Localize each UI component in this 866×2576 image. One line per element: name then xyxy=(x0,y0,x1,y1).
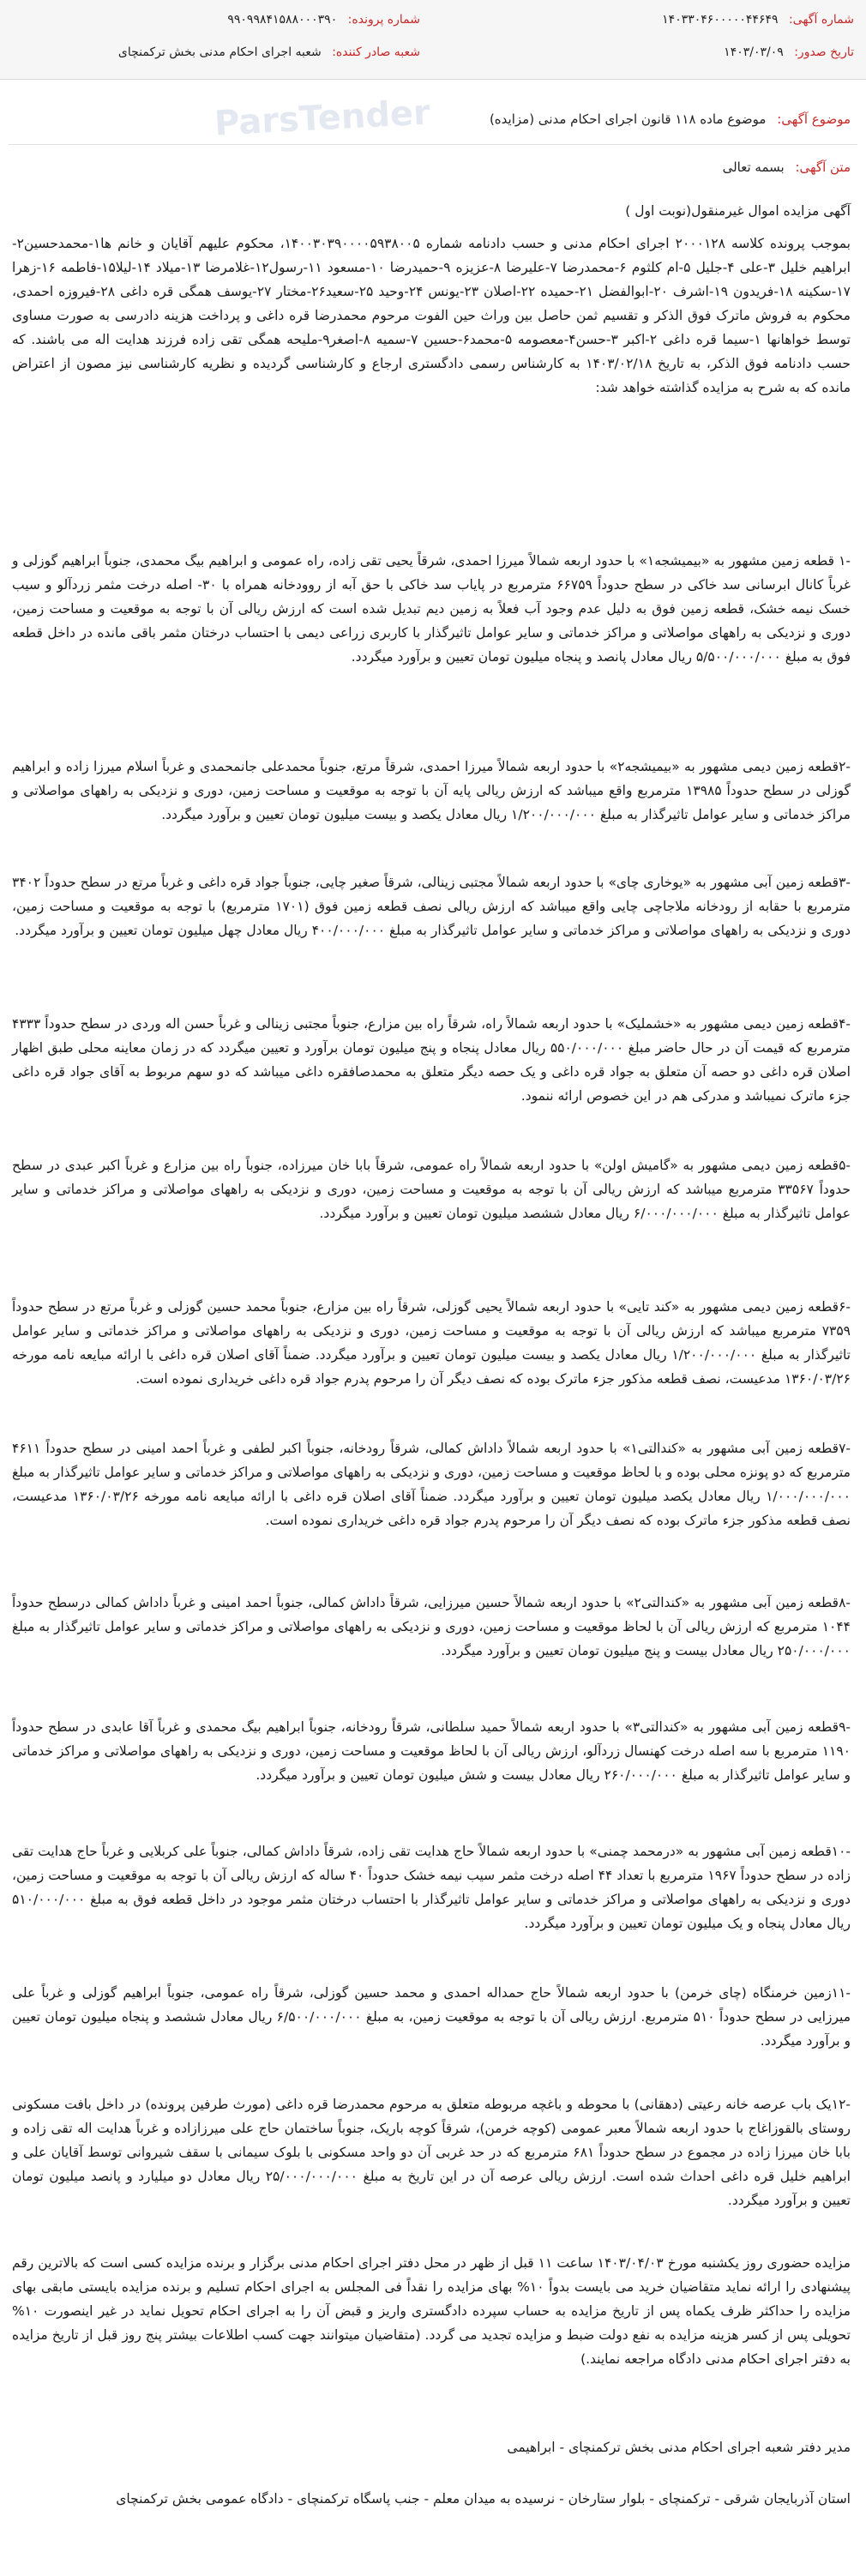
intro-paragraph: بموجب پرونده کلاسه ۲۰۰۰۱۲۸ اجرای احکام مدنی و حسب دادنامه شماره ۱۴۰۰۳۰۳۹۰۰۰۰۵۹۳۸۰۰۵، محکوم علیهم آقایان و خانم ها۱-محمدحسین۲-ابراهیم خلیل ۳-علی ۴-جلیل ۵-ام کلثوم ۶-محمدرضا ۷-علیرضا ۸-عزیزه ۹-حمیدرضا ۱۰-مسعود ۱۱-رسول۱۲-غلامرضا ۱۳-میلاد ۱۴-لیلا۱۵-فاطمه ۱۶-زهرا ۱۷-سکینه ۱۸-فریدون ۱۹-اشرف ۲۰-ابوالفضل ۲۱-حمیده ۲۲-اصلان ۲۳-یونس ۲۴-وحید ۲۵-سعید۲۶-مختار ۲۷-یوسف همگی قره داغی ۲۸-فیروزه احمدی، محکوم به فروش ماترک فوق الذکر و تقسیم ثمن حاصل بین وراث حین الفوت مرحوم محمدرضا قره داغی و پرداخت هزینه دادرسی به صورت مساوی توسط خواهانها ۱-سیما قره داغی ۲-اکبر ۳-حسن۴-معصومه ۵-محمد۶-حسین ۷-سمیه ۸-اصغر۹-ملیحه همگی تقی زاده فرزند هدایت اله می باشند. که حسب دادنامه فوق الذکر، به تاریخ ۱۴۰۳/۰۲/۱۸ به کارشناس رسمی دادگستری ارجاع و کارشناسی گردیده و نظریه کارشناسی نیز مصون از اعتراض مانده که به شرح به مزایده گذاشته خواهد شد: xyxy=(12,236,851,395)
item-3-paragraph: -۳قطعه زمین آبی مشهور به «یوخاری چای» با حدود اربعه شمالاً مجتبی زینالی، شرقاً صغیر چایی، جنوباً جواد قره داغی و غرباً مرتع در سطح حدوداً ۳۴۰۲ مترمربع با حقابه از رودخانه ملاجاچی چایی واقع میباشد که ارزش ریالی نصف قطعه زمین فوق (۱۷۰۱ مترمربع) با توجه به موقعیت و مساحت زمین، دوری و نزدیکی به راههای مواصلاتی و مراکز خدماتی و سایر عوامل تاثیرگذار به مبلغ ۴۰۰/۰۰۰/۰۰۰ ریال معادل چهل میلیون تومان تعیین و برآورد میگردد. xyxy=(12,875,851,938)
ad-number-row xyxy=(662,9,854,31)
item-10-paragraph: -۱۰قطعه زمین آبی مشهور به «درمحمد چمنی» با حدود اربعه شمالاً حاج هدایت تقی زاده، شرقاً داداش کمالی، جنوباً علی کربلایی و غرباً حاج هدایت تقی زاده در سطح حدوداً ۱۹۶۷ مترمربع با تعداد ۴۴ اصله درخت مثمر سیب نیمه خشک حدوداً ۴۰ ساله که ارزش ریالی آن با توجه به موقعیت و مساحت زمین، دوری و نزدیکی به راههای مواصلاتی و مراکز خدماتی و سایر عوامل تاثیرگذار با احتساب درختان مثمر موجود در داخل قطعه فوق به مبلغ ۵۱۰/۰۰۰/۰۰۰ ریال معادل پنجاه و یک میلیون تومان تعیین و برآورد میگردد. xyxy=(12,1844,851,1931)
issuing-branch: شعبه اجرای احکام مدنی بخش ترکمنچای xyxy=(117,45,322,59)
item-12-paragraph: -۱۲یک باب عرصه خانه رعیتی (دهقانی) با محوطه و باغچه مربوطه متعلق به مرحوم محمدرضا قره داغی (مورث طرفین پرونده) در داخل بافت مسکونی روستای بالقوزاغاج با حدود اربعه شمالاً معبر عمومی (کوچه خرمن)، شرقاً کوچه باریک، جنوباً ساختمان حاج علی میرزازاده و غرباً هدایت اله تقی زاده و بابا خان میرزا زاده در مجموع در سطح حدوداً ۶۸۱ مترمربع که در حد غربی آن دو واحد مسکونی با بلوک سیمانی با سقف شیروانی توسط آقایان علی و ابراهیم خلیل قره داغی احداث شده است. ارزش ریالی عرصه آن در این تاریخ به مبلغ ۲۵/۰۰۰/۰۰۰/۰۰۰ ریال معادل دو میلیارد و پانصد میلیون تومان تعیین و برآورد میگردد. xyxy=(12,2097,851,2208)
case-number: ۹۹۰۹۹۸۴۱۵۸۸۰۰۰۳۹۰ xyxy=(227,13,338,27)
issuing-branch-row xyxy=(118,41,420,63)
signature-line: مدیر دفتر شعبه اجرای احکام مدنی بخش ترکمنچای - ابراهیمی xyxy=(507,2440,851,2455)
item-7-paragraph: -۷قطعه زمین آبی مشهور به «کندالتی۱» با حدود اربعه شمالاً داداش کمالی، شرقاً رودخانه، جنوباً اکبر لطفی و غرباً احمد امینی در سطح حدوداً ۴۶۱۱ مترمربع که دو پونزه محلی بوده و با لحاظ موقعیت و مساحت زمین، دوری و نزدیکی به راههای مواصلاتی و مراکز خدماتی و سایر عوامل تاثیرگذار به مبلغ ۱/۰۰۰/۰۰۰/۰۰۰ ریال معادل یکصد میلیون تومان تعیین و برآورد میگردد. ضمناً آقای اصلان قره داغی با ارائه مبایعه نامه مورخه ۱۳۶۰/۰۳/۲۶ مدعیست، نصف قطعه مذکور جزء ماترک بوده که نصف دیگر آن را مرحوم پدرم جواد قره داغی خریداری نموده است. xyxy=(12,1441,851,1528)
item-11-paragraph: -۱۱زمین خرمنگاه (چای خرمن) با حدود اربعه شمالاً حاج حمداله احمدی و محمد حسین گوزلی، شرقاً راه عمومی، جنوباً ابراهیم گوزلی و غرباً علی میرزایی در سطح حدوداً ۵۱۰ مترمربع. ارزش ریالی آن با توجه به موقعیت زمین، به مبلغ ۶/۵۰۰/۰۰۰/۰۰۰ ریال معادل ششصد و پنجاه میلیون تومان تعیین و برآورد میگردد. xyxy=(12,1985,851,2049)
item-2-paragraph: -۲قطعه زمین دیمی مشهور به «بیمیشجه۲» با حدود اربعه شمالاً میرزا احمدی، شرقاً مرتع، جنوباً محمدعلی جانمحمدی و غرباً اسلام میرزا زاده و ابراهیم گوزلی در سطح حدوداً ۱۳۹۸۵ مترمربع واقع میباشد که ارزش ریالی پایه آن با توجه به موقعیت و مساحت زمین، دوری و نزدیکی به راههای مواصلاتی و مراکز خدماتی و سایر عوامل تاثیرگذار به مبلغ ۱/۲۰۰/۰۰۰/۰۰۰ ریال معادل یکصد و بیست میلیون تومان تعیین و برآورد میگردد. xyxy=(12,759,851,822)
issuing-branch-label: شعبه صادر کننده: xyxy=(332,45,420,59)
auction-terms-paragraph: مزایده حضوری روز یکشنبه مورخ ۱۴۰۳/۰۴/۰۳ ساعت ۱۱ قبل از ظهر در محل دفتر اجرای احکام مدنی برگزار و برنده مزایده کسی است که بالاترین رقم پیشنهادی را ارائه نماید متقاضیان خرید می بایست بدواً ۱۰% بهای مزایده را نقداً فی المجلس به اجرای احکام تسلیم و برنده مزایده بایستی مابقی بهای مزایده را حداکثر ظرف یکماه پس از تاریخ مزایده به حساب سپرده دادگستری واریز و قبض آن را به اجرای احکام تحویل نماید در غیر اینصورت ۱۰% تحویلی پس از کسر هزینه مزایده به نفع دولت ضبط و مزایده تجدید می گردد. (متقاضیان میتوانند جهت کسب اطلاعات بیشتر پنج روز قبل از تاریخ مزایده به دفتر اجرای احکام مدنی دادگاه مراجعه نمایند.) xyxy=(12,2255,851,2367)
case-number-row xyxy=(227,9,420,31)
item-8-paragraph: -۸قطعه زمین آبی مشهور به «کندالتی۲» با حدود اربعه شمالاً حسین میرزایی، شرقاً داداش کمالی، جنوباً احمد امینی و غرباً داداش کمالی درسطح حدوداً ۱۰۴۴ مترمربع که ارزش ریالی آن با لحاظ موقعیت و مساحت زمین، دوری و نزدیکی به راههای مواصلاتی و مراکز خدماتی و سایر عوامل تاثیرگذار به مبلغ ۲۵۰/۰۰۰/۰۰۰ ریال معادل بیست و پنج میلیون تومان تعیین و برآورد میگردد. xyxy=(12,1595,851,1658)
item-5-paragraph: -۵قطعه زمین دیمی مشهور به «گامیش اولن» با حدود اربعه شمالاً راه عمومی، شرقاً بابا خان میرزاده، جنوباً راه بین مزارع و غرباً اکبر عبدی در سطح حدوداً ۳۳۵۶۷ مترمربع میباشد که ارزش ریالی آن با توجه به موقعیت و مساحت زمین، دوری و نزدیکی به راههای مواصلاتی و مراکز خدماتی و سایر عوامل تاثیرگذار به مبلغ ۶/۰۰۰/۰۰۰/۰۰۰ ریال معادل ششصد میلیون تومان تعیین و برآورد میگردد. xyxy=(12,1158,851,1221)
ad-header xyxy=(0,0,866,80)
item-9-paragraph: -۹قطعه زمین آبی مشهور به «کندالتی۳» با حدود اربعه شمالاً حمید سلطانی، شرقاً رودخانه، جنوباً ابراهیم بیگ محمدی و غرباً آقا عابدی در سطح حدوداً ۱۱۹۰ مترمربع با سه اصله درخت کهنسال زردآلو، ارزش ریالی آن با لحاظ موقعیت و مساحت زمین، دوری و نزدیکی به راههای مواصلاتی و مراکز خدماتی و سایر عوامل تاثیرگذار به مبلغ ۲۶۰/۰۰۰/۰۰۰ ریال معادل بیست و شش میلیون تومان تعیین و برآورد میگردد. xyxy=(12,1719,851,1783)
case-number-label: شماره پرونده: xyxy=(347,13,420,27)
section-divider xyxy=(9,144,857,145)
subject-row xyxy=(490,111,851,127)
ad-title: آگهی مزایده اموال غیرمنقول(نوبت اول ) xyxy=(625,203,851,219)
issue-date: ۱۴۰۳/۰۳/۰۹ xyxy=(724,45,784,59)
item-4-paragraph: -۴قطعه زمین دیمی مشهور به «خشملیک» با حدود اربعه شمالاً راه، شرقاً راه بین مزارع، جنوباً مجتبی زینالی و غرباً حسن اله وردی در سطح حدوداً ۴۳۳۳ مترمربع که قیمت آن در حال حاضر مبلغ ۵۵۰/۰۰۰/۰۰۰ ریال معادل پنجاه و پنج میلیون تومان برآورد و تعیین میگردد که در زمان معاینه محلی طبق اظهار اصلان قره داغی دو حصه آن متعلق به جواد قره داغی و یک حصه دیگر متعلق به محمدصافقره داغی میباشد که دو سهم مربوط به آقای جواد قره داغی جزء ماترک نمیباشد و مدرکی هم در این خصوص ارائه ننمود. xyxy=(12,1016,851,1104)
address-line: استان آذربایجان شرقی - ترکمنچای - بلوار ستارخان - نرسیده به میدان معلم - جنب پاسگاه ترکمنچای - دادگاه عمومی بخش ترکمنچای xyxy=(116,2491,851,2507)
ad-number: ۱۴۰۳۳۰۴۶۰۰۰۰۰۴۴۶۴۹ xyxy=(662,13,779,27)
issue-date-row xyxy=(724,41,854,63)
subject-value: موضوع ماده ۱۱۸ قانون اجرای احکام مدنی (مزایده) xyxy=(489,111,767,127)
watermark: ParsTender xyxy=(213,93,431,144)
ad-number-label: شماره آگهی: xyxy=(788,13,854,27)
subject-label: موضوع آگهی: xyxy=(777,111,851,127)
item-1-paragraph: -۱ قطعه زمین مشهور به «بیمیشجه۱» با حدود اربعه شمالاً میرزا احمدی، شرقاً یحیی تقی زاده، راه عمومی و ابراهیم بیگ محمدی، جنوباً ابراهیم گوزلی و غرباً کانال ابرسانی سد خاکی در سطح حدوداً ۶۶۷۵۹ مترمربع در پایاب سد خاکی با حق آبه از روودخانه همراه با ۳۰- اصله درخت مثمر زردآلو و سیب خسک نیمه خشک، قطعه زمین فوق به دلیل عدم وجود آب فعلاً به زمین دیم تبدیل شده است که ارزش ریالی آن با توجه به موقعیت و مساحت زمین، دوری و نزدیکی به راههای مواصلاتی و مراکز خدماتی و سایر عوامل تاثیرگذار با کاربری زراعی دیمی با احتساب درختان مثمر باقی مانده در داخل قطعه فوق به مبلغ ۵/۵۰۰/۰۰۰/۰۰۰ ریال معادل پانصد و پنجاه میلیون تومان تعیین و برآورد میگردد. xyxy=(12,553,851,665)
body-text-value: بسمه تعالی xyxy=(722,159,785,175)
issue-date-label: تاریخ صدور: xyxy=(794,45,854,59)
body-text-label: متن آگهی: xyxy=(795,159,851,175)
item-6-paragraph: -۶قطعه زمین دیمی مشهور به «کند تایی» با حدود اربعه شمالاً یحیی گوزلی، شرقاً راه بین مزارع، جنوباً محمد حسین گوزلی و غرباً مرتع در سطح حدوداً ۷۳۵۹ مترمربع میباشد که ارزش ریالی آن با توجه به موقعیت و مساحت زمین، دوری و نزدیکی به راههای مواصلاتی و مراکز خدماتی و سایر عوامل تاثیرگذار به مبلغ ۱/۲۰۰/۰۰۰/۰۰۰ ریال معادل یکصد و بیست میلیون تومان تعیین و برآورد میگردد. ضمناً آقای اصلان قره داغی با ارائه مبایعه نامه مورخه ۱۳۶۰/۰۳/۲۶ مدعیست، نصف قطعه مذکور جزء ماترک بوده که نصف دیگر آن را مرحوم پدرم جواد قره داغی خریداری نموده است. xyxy=(12,1299,851,1387)
body-text-row xyxy=(723,159,851,175)
